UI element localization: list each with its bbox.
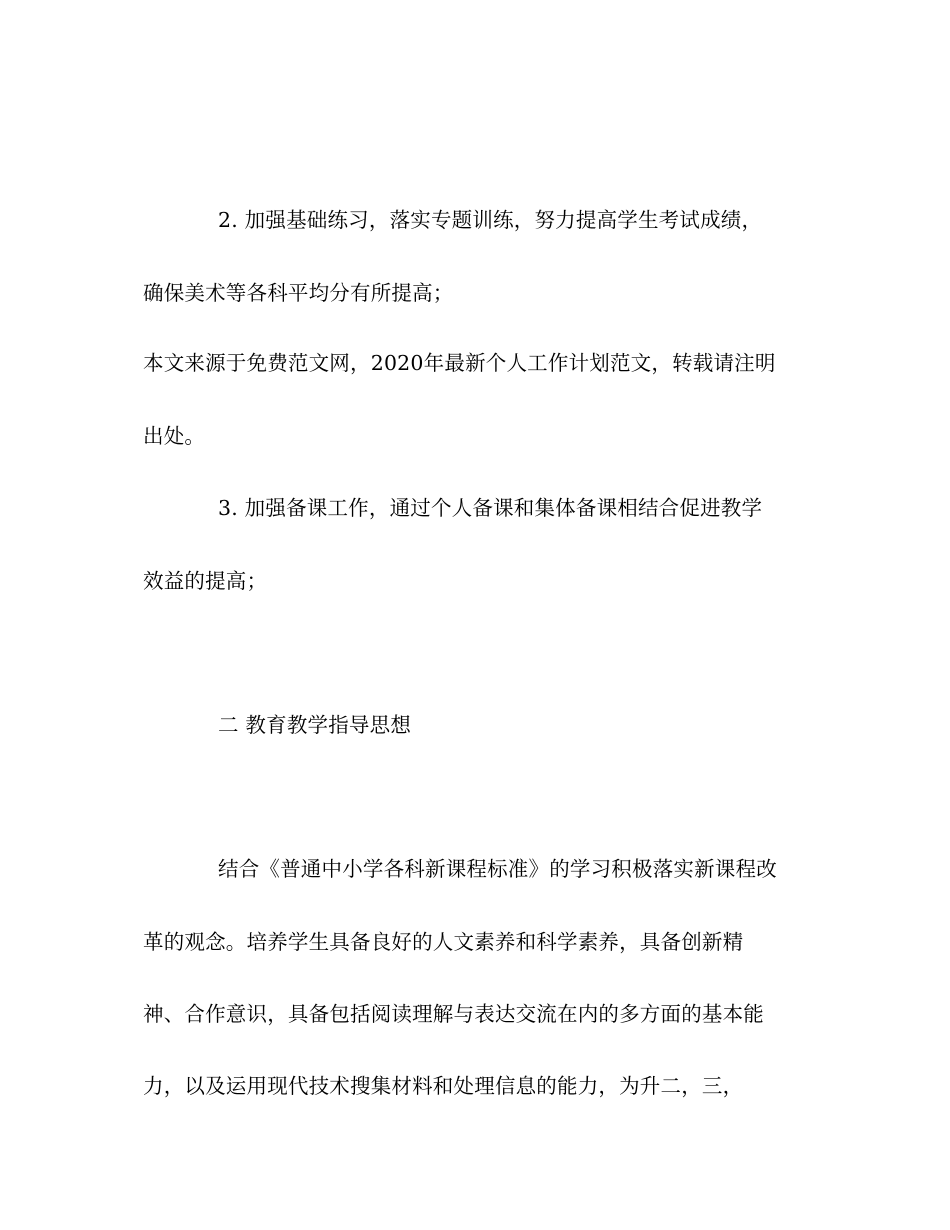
paragraph-line: 效益的提高； — [143, 569, 268, 593]
paragraph-line: 革的观念。培养学生具备良好的人文素养和科学素养，具备创新精 — [143, 930, 744, 954]
paragraph-line: 确保美术等各科平均分有所提高； — [143, 281, 454, 305]
paragraph-line: 3. 加强备课工作，通过个人备课和集体备课相结合促进教学 — [218, 496, 763, 520]
paragraph-line: 2. 加强基础练习，落实专题训练，努力提高学生考试成绩， — [218, 208, 763, 232]
paragraph-line: 出处。 — [143, 424, 206, 448]
paragraph-line: 力，以及运用现代技术搜集材料和处理信息的能力，为升二，三， — [143, 1074, 744, 1098]
paragraph-line: 本文来源于免费范文网，2020年最新个人工作计划范文，转载请注明 — [143, 351, 776, 375]
paragraph-line: 结合《普通中小学各科新课程标准》的学习积极落实新课程改 — [218, 857, 777, 881]
paragraph-line: 神、合作意识，具备包括阅读理解与表达交流在内的多方面的基本能 — [143, 1002, 764, 1026]
section-heading: 二 教育教学指导思想 — [218, 713, 412, 737]
